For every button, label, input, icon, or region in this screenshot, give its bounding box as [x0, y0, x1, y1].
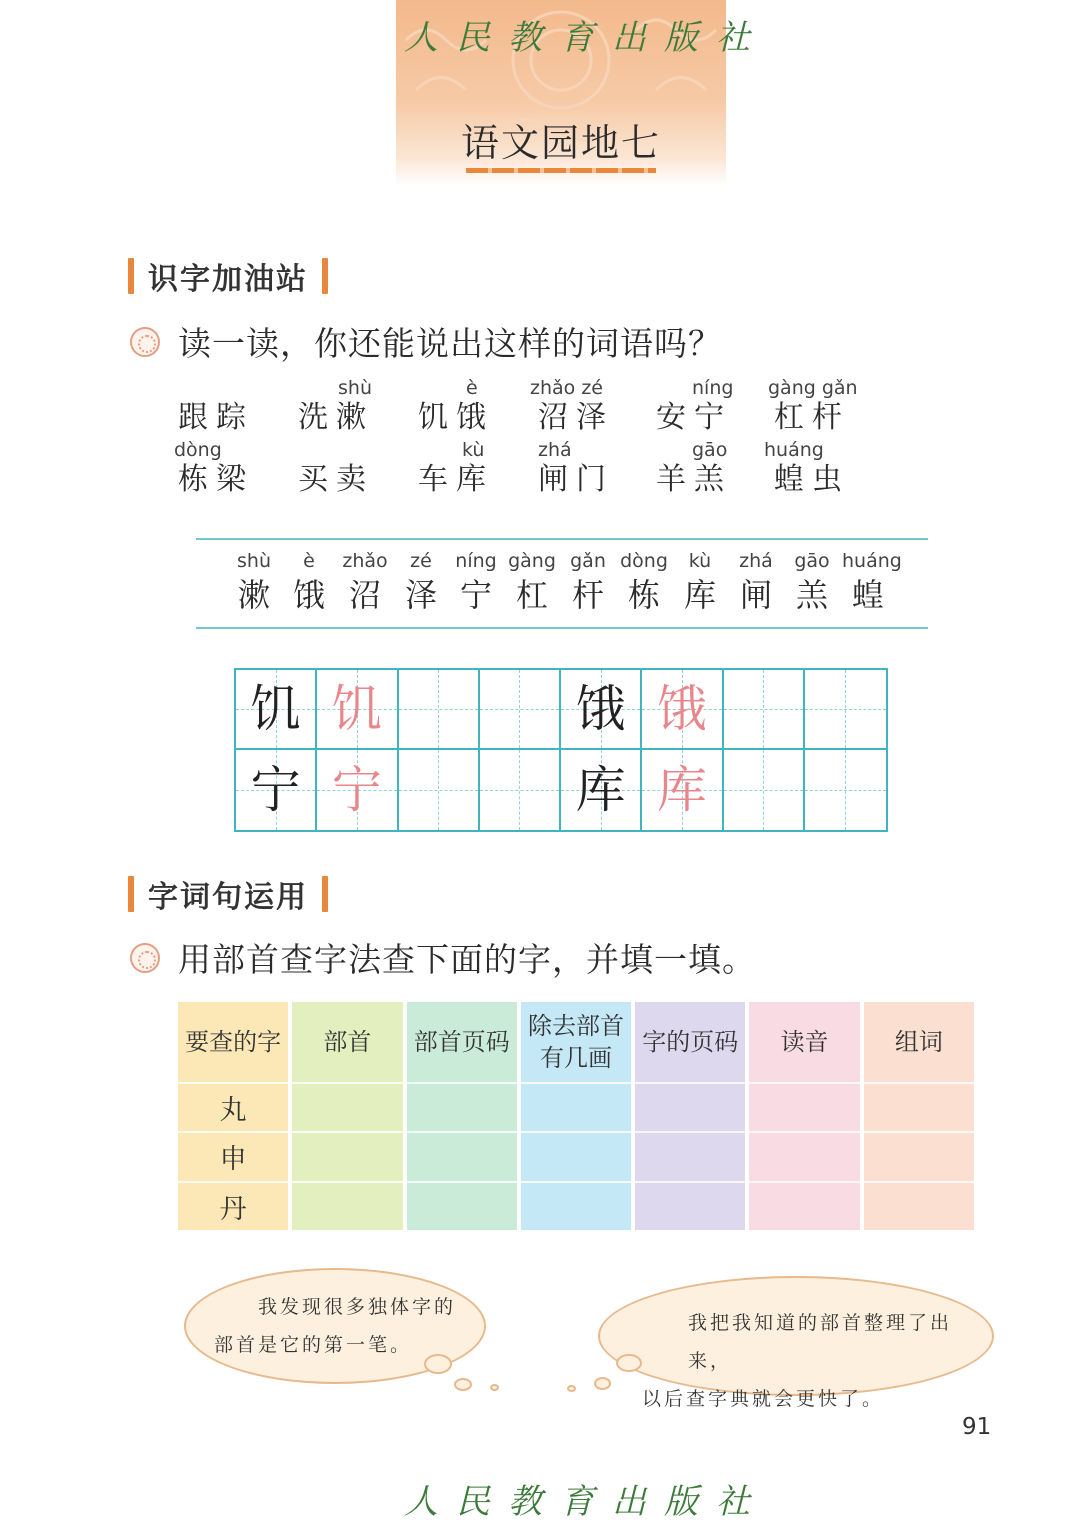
word-item [656, 376, 756, 436]
table-answer-cell[interactable] [864, 1084, 974, 1133]
strip-pinyin: zé [410, 550, 432, 572]
section-title: 字词句运用 [148, 880, 308, 915]
bubble-dot [424, 1354, 452, 1374]
table-header-cell: 要查的字 [178, 1002, 288, 1084]
table-answer-cell[interactable] [407, 1183, 517, 1230]
strip-hanzi: 蝗 [851, 576, 884, 614]
strip-pinyin: gàng [508, 550, 556, 572]
strip-hanzi: 杠 [515, 576, 548, 614]
bubble-line: 我把我知道的部首整理了出来， [688, 1312, 953, 1372]
heading-bar-right [322, 258, 328, 294]
bubble-dot [454, 1378, 472, 1391]
table-column [407, 1002, 517, 1230]
strip-pinyin: è [303, 550, 315, 572]
table-answer-cell[interactable] [292, 1183, 402, 1230]
table-answer-cell[interactable] [749, 1084, 859, 1133]
strip-pinyin: shù [237, 550, 271, 572]
table-column [178, 1002, 288, 1230]
table-header-cell: 读音 [749, 1002, 859, 1084]
word-item [418, 438, 518, 498]
table-column [864, 1002, 974, 1230]
strip-char [674, 550, 726, 614]
table-column [292, 1002, 402, 1230]
strip-hanzi: 漱 [237, 576, 270, 614]
section-title: 识字加油站 [148, 262, 308, 297]
strip-hanzi: 栋 [627, 576, 660, 614]
table-header-cell: 字的页码 [635, 1002, 745, 1084]
instruction-lookup [130, 934, 756, 981]
table-answer-cell[interactable] [749, 1133, 859, 1182]
strip-char [228, 550, 280, 614]
word-item [530, 376, 638, 436]
strip-hanzi: 泽 [404, 576, 437, 614]
grid-cell-blank[interactable] [805, 750, 886, 830]
word-item [174, 438, 278, 498]
strip-char [842, 550, 902, 614]
word-item [768, 376, 874, 436]
word-hanzi: 跟踪 [178, 400, 254, 435]
strip-hanzi: 闸 [739, 576, 772, 614]
word-pinyin: huáng [764, 439, 824, 461]
strip-pinyin: níng [455, 550, 497, 572]
publisher-logo-bottom: 人民教育出版社 [404, 1482, 768, 1522]
page-title: 语文园地七 [460, 121, 661, 165]
strip-char [562, 550, 614, 614]
word-pinyin: zhá [538, 439, 572, 461]
grid-cell-blank[interactable] [724, 670, 805, 750]
section-heading-literacy [128, 256, 328, 296]
strip-hanzi: 羔 [795, 576, 828, 614]
strip-char [618, 550, 670, 614]
table-column [749, 1002, 859, 1230]
strip-pinyin: dòng [620, 550, 668, 572]
word-hanzi: 安宁 [656, 400, 732, 435]
word-pinyin: níng [692, 377, 734, 399]
table-answer-cell[interactable] [635, 1133, 745, 1182]
word-pinyin: gàng gǎn [768, 377, 858, 399]
instruction-text: 用部首查字法查下面的字，并填一填。 [178, 940, 756, 979]
section-heading-usage [128, 874, 328, 914]
word-hanzi: 饥饿 [418, 400, 494, 435]
strip-char [450, 550, 502, 614]
word-pinyin: dòng [174, 439, 222, 461]
table-answer-cell[interactable] [864, 1133, 974, 1182]
table-answer-cell[interactable] [407, 1084, 517, 1133]
word-hanzi: 车库 [418, 462, 494, 497]
grid-cell-model: 宁 [236, 750, 317, 830]
word-hanzi: 洗漱 [298, 400, 374, 435]
word-item [418, 376, 518, 436]
strip-pinyin: gāo [794, 550, 830, 572]
word-hanzi: 蝗虫 [774, 462, 850, 497]
strip-bottom-line [196, 627, 928, 629]
word-item [298, 376, 398, 436]
thought-bubble-right [598, 1276, 994, 1410]
grid-cell-trace[interactable]: 宁 [317, 750, 398, 830]
strip-pinyin: gǎn [570, 550, 606, 572]
strip-char [339, 550, 391, 614]
table-column [635, 1002, 745, 1230]
strip-pinyin: zhá [739, 550, 773, 572]
strip-hanzi: 宁 [459, 576, 492, 614]
bubble-line: 我发现很多独体字的 [258, 1296, 457, 1318]
word-item [538, 438, 638, 498]
word-hanzi: 羊羔 [656, 462, 732, 497]
table-answer-cell[interactable] [521, 1183, 631, 1230]
word-hanzi: 闸门 [538, 462, 614, 497]
word-hanzi: 沼泽 [538, 400, 614, 435]
strip-pinyin: huáng [842, 550, 902, 572]
strip-char [786, 550, 838, 614]
word-hanzi: 买卖 [298, 462, 374, 497]
strip-hanzi: 饿 [292, 576, 325, 614]
bullet-icon [130, 327, 160, 357]
bubble-dot [567, 1385, 576, 1392]
grid-cell-model: 饥 [236, 670, 317, 750]
word-hanzi: 栋梁 [178, 462, 254, 497]
bubble-line: 部首是它的第一笔。 [214, 1334, 413, 1356]
table-char-cell: 丹 [219, 1193, 247, 1225]
strip-char [506, 550, 558, 614]
new-char-strip [228, 550, 908, 620]
table-column [521, 1002, 631, 1230]
word-pinyin: gāo [692, 439, 728, 461]
bullet-icon [130, 943, 160, 973]
word-item [764, 438, 874, 498]
bubble-line: 以后查字典就会更快了。 [642, 1388, 885, 1410]
grid-cell-model: 库 [561, 750, 642, 830]
word-item [656, 438, 756, 498]
grid-cell-trace[interactable]: 库 [642, 750, 723, 830]
table-header-cell: 部首 [292, 1002, 402, 1084]
grid-cell-blank[interactable] [399, 750, 480, 830]
table-answer-cell[interactable] [521, 1084, 631, 1133]
bubble-dot [616, 1354, 642, 1372]
table-answer-cell[interactable] [749, 1183, 859, 1230]
strip-char [395, 550, 447, 614]
title-underline [466, 168, 656, 173]
table-char-cell: 申 [178, 1133, 288, 1182]
grid-cell-trace[interactable]: 饿 [642, 670, 723, 750]
publisher-logo-top: 人民教育出版社 [404, 18, 768, 58]
grid-cell-blank[interactable] [724, 750, 805, 830]
grid-cell-blank[interactable] [399, 670, 480, 750]
table-header-cell: 部首页码 [407, 1002, 517, 1084]
bubble-dot [594, 1377, 611, 1390]
radical-lookup-table [178, 1002, 974, 1230]
writing-grid [234, 668, 888, 832]
table-answer-cell[interactable] [635, 1084, 745, 1133]
grid-cell-model: 饿 [561, 670, 642, 750]
grid-cell-blank[interactable] [805, 670, 886, 750]
bubble-dot [490, 1384, 499, 1391]
strip-hanzi: 杆 [571, 576, 604, 614]
strip-top-line [196, 538, 928, 540]
table-char-cell: 丸 [178, 1084, 288, 1133]
word-pinyin: zhǎo zé [530, 377, 603, 399]
word-item [178, 376, 278, 436]
word-hanzi: 杠杆 [774, 400, 850, 435]
table-answer-cell[interactable] [635, 1183, 745, 1230]
table-answer-cell[interactable] [292, 1133, 402, 1182]
word-pinyin: è [466, 377, 478, 399]
table-answer-cell[interactable] [864, 1183, 974, 1230]
table-answer-cell[interactable] [521, 1133, 631, 1182]
table-answer-cell[interactable] [407, 1133, 517, 1182]
heading-bar-right [322, 876, 328, 912]
word-pinyin: shù [338, 377, 372, 399]
word-pinyin: kù [462, 439, 485, 461]
grid-cell-blank[interactable] [480, 670, 561, 750]
table-answer-cell[interactable] [292, 1084, 402, 1133]
strip-char [283, 550, 335, 614]
strip-hanzi: 沼 [348, 576, 381, 614]
grid-cell-trace[interactable]: 饥 [317, 670, 398, 750]
table-header-cell: 除去部首 有几画 [521, 1002, 631, 1084]
instruction-text: 读一读，你还能说出这样的词语吗？ [178, 324, 722, 363]
grid-cell-blank[interactable] [480, 750, 561, 830]
table-header-cell: 组词 [864, 1002, 974, 1084]
strip-char [730, 550, 782, 614]
strip-pinyin: zhǎo [342, 550, 388, 572]
instruction-read [130, 318, 722, 365]
page-number: 91 [962, 1414, 992, 1440]
strip-hanzi: 库 [683, 576, 716, 614]
word-item [298, 438, 398, 498]
strip-pinyin: kù [688, 550, 712, 572]
